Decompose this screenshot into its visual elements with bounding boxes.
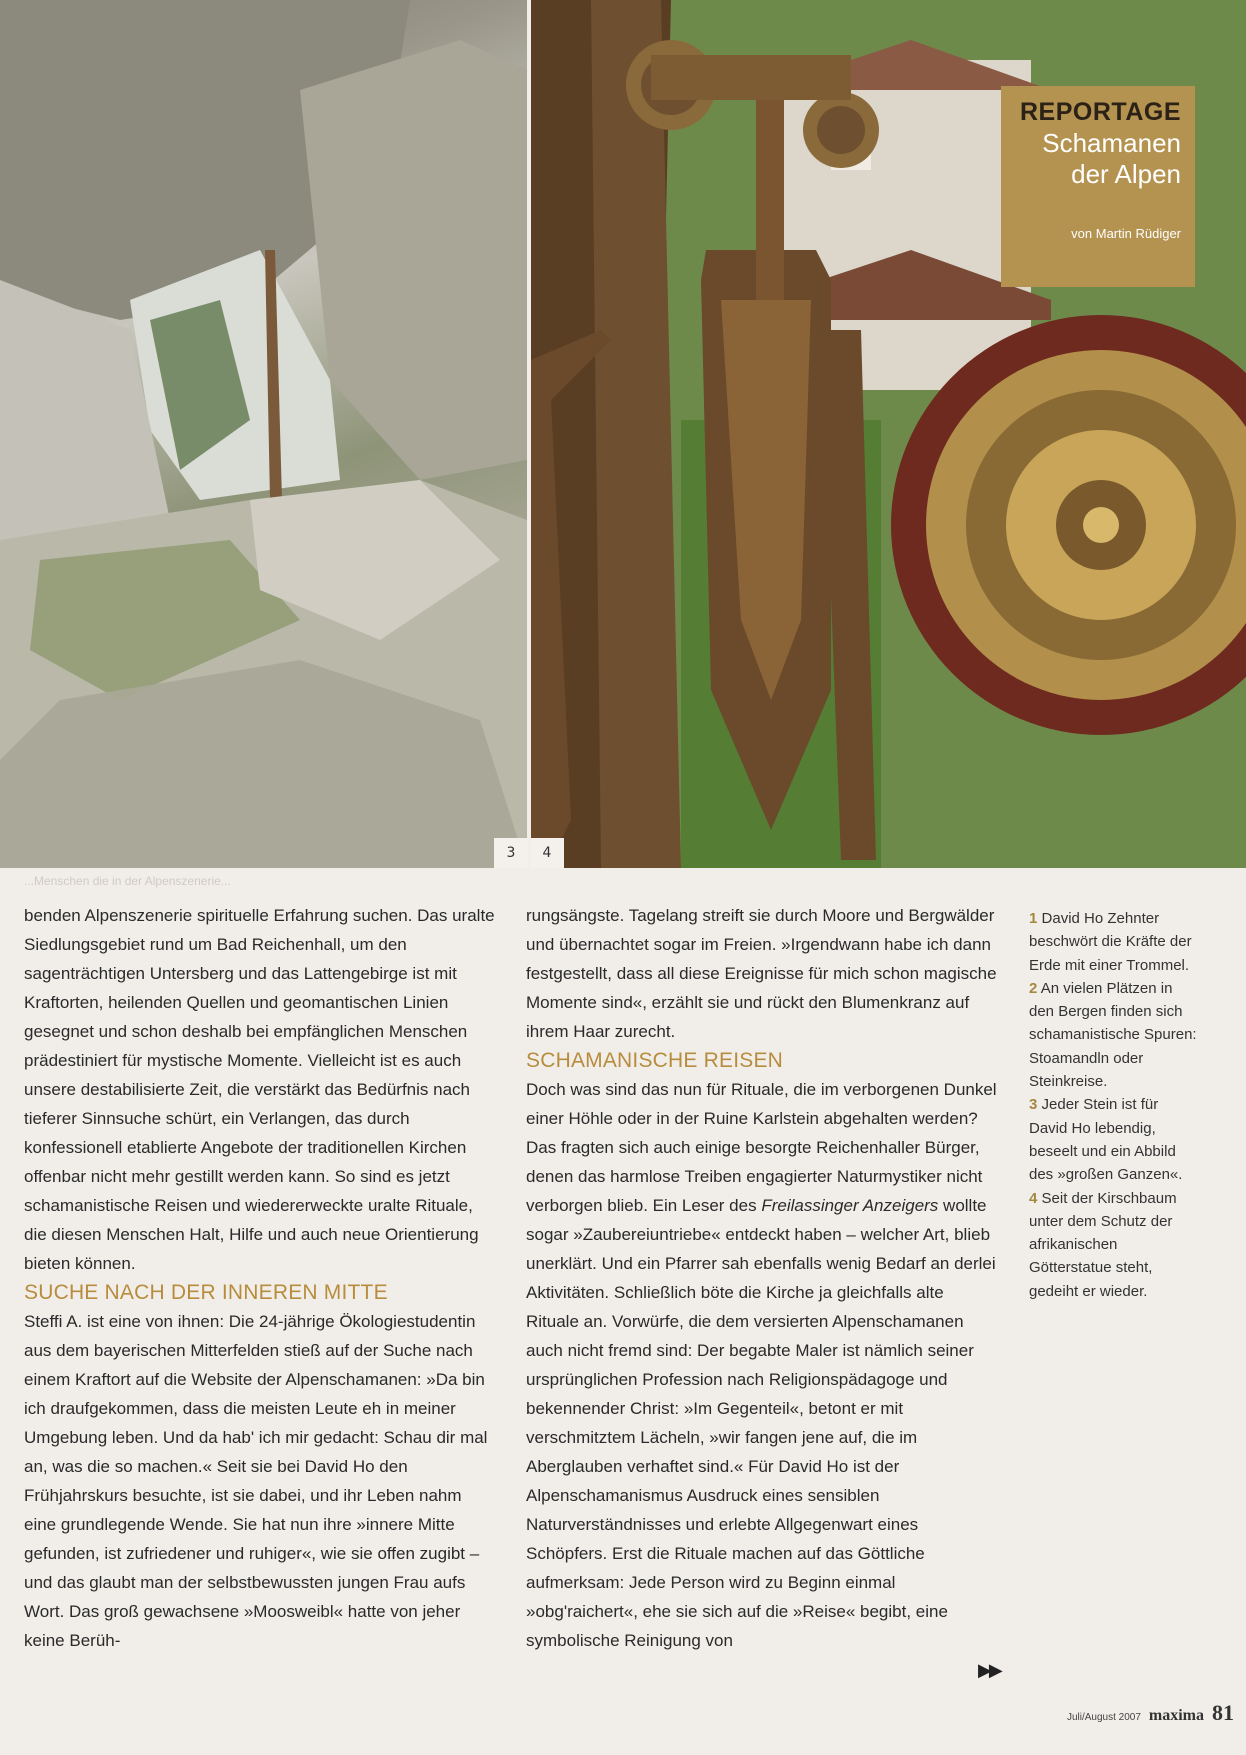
- faint-bleed-text: ...Menschen die in der Alpenszenerie...: [24, 874, 231, 888]
- text-column-1: [24, 901, 498, 1655]
- newspaper-name: Freilassinger Anzeigers: [761, 1196, 939, 1215]
- caption-number: 1: [1029, 910, 1038, 927]
- paragraph: benden Alpenszenerie spirituelle Erfahrung suchen. Das uralte Siedlungsgebiet rund um Bad Reichenhall, um den sagenträchtigen Untersberg und das Lattengebirge ist mit Kraftorten, heilenden Quellen und geomantischen Linien gesegnet und schon deshalb bei empfänglichen Menschen prädestiniert für mystische Momente. Vielleicht ist es auch unsere destabilisierte Zeit, die verstärkt das Bedürfnis nach tieferer Sinnsuche schürt, ein Verlangen, das durch konfessionell etablierte Angebote der traditionellen Kirchen offenbar nicht mehr gestillt werden kann. So sind es jetzt schamanistische Reisen und wiedererweckte uralte Rituale, die diesen Menschen Halt, Hilfe und auch neue Orientierung bieten können.: [24, 906, 495, 1273]
- caption-4: [1029, 1187, 1199, 1303]
- caption-number: 3: [1029, 1096, 1038, 1114]
- paragraph-part: wollte sogar »Zaubereiuntriebe« entdeckt haben – welcher Art, blieb unerklärt. Und ein Pfarrer sah ebenfalls wenig Bedarf an derlei Aktivitäten. Schließlich böte die Kirche ja gleichfalls alte Rituale an. Vorwürfe, die dem versierten Alpenschamanen auch nicht fremd sind: Der begabte Maler ist nämlich seiner ursprünglichen Profession nach Religionspädagoge und bekennender Christ: »Im Gegenteil«, betont er mit verschmitztem Lächeln, »wir fangen jene auf, die im Aberglauben verhaftet sind.« Für David Ho ist der Alpenschamanismus Ausdruck eines sensiblen Naturverständnisses und erlebte Allgegenwart eines Schöpfers. Erst die Rituale machen auf das Göttliche aufmerksam: Jede Person wird zu Beginn einmal »obg'raichert«, ehe sie sich auf die »Reise« begibt, eine symbolische Reinigung von: [526, 1196, 996, 1650]
- reportage-header-box: [1001, 86, 1195, 287]
- paragraph: rungsängste. Tagelang streift sie durch Moore und Bergwälder und übernachtet sogar im Freien. »Irgendwann habe ich dann festgestellt, dass all diese Ereignisse für mich schon magische Momente sind«, erzählt sie und rückt den Blumenkranz auf ihrem Haar zurecht.: [526, 906, 997, 1041]
- caption-2: [1029, 977, 1199, 1093]
- caption-text: Seit der Kirschbaum unter dem Schutz der afrikanischen Götterstatue steht, gedeiht er wieder.: [1029, 1189, 1177, 1300]
- text-column-2: [526, 901, 998, 1655]
- caption-number: 2: [1029, 979, 1038, 997]
- photo-number-4: 4: [530, 838, 564, 868]
- page-footer: [1067, 1700, 1234, 1726]
- caption-3: [1029, 1093, 1199, 1186]
- caption-text: Jeder Stein ist für David Ho lebendig, beseelt und ein Abbild des »großen Ganzen«.: [1029, 1096, 1183, 1184]
- photo-number-3: 3: [494, 838, 528, 868]
- article-title-line1: Schamanen: [1042, 128, 1181, 158]
- issue-date: Juli/August 2007: [1066, 1712, 1141, 1723]
- paragraph: Steffi A. ist eine von ihnen: Die 24-jährige Ökologiestudentin aus dem bayerischen Mitterfelden stieß auf der Suche nach einem Kraftort auf die Website der Alpenschamanen: »Da bin ich draufgekommen, dass die meisten Leute eh in meiner Umgebung leben. Und da hab' ich mir gedacht: Schau dir mal an, was die so machen.« Seit sie bei David Ho den Frühjahrskurs besuchte, ist sie dabei, und ihr Leben nahm eine grundlegende Wende. Sie hat nun ihre »innere Mitte gefunden, ist zufriedener und ruhiger«, wie sie offen zugibt – und das glaubt man der selbstbewussten jungen Frau aufs Wort. Das groß gewachsene »Moosweibl« hatte von jeher keine Berüh-: [24, 1312, 488, 1650]
- subheading: SUCHE NACH DER INNEREN MITTE: [24, 1281, 388, 1304]
- photo-rocks-tree: [0, 0, 527, 868]
- paragraph: [526, 1075, 998, 1655]
- article-author: von Martin Rüdiger: [1071, 226, 1181, 241]
- magazine-name: maxima: [1148, 1707, 1204, 1724]
- caption-number: 4: [1029, 1189, 1038, 1207]
- captions-column: [1029, 907, 1199, 1303]
- article-title: [1015, 128, 1181, 190]
- caption-text: David Ho Zehnter beschwört die Kräfte der Erde mit einer Trommel.: [1029, 910, 1192, 974]
- subheading: SCHAMANISCHE REISEN: [526, 1049, 784, 1072]
- article-title-line2: der Alpen: [1071, 159, 1181, 189]
- continue-arrow-icon: ▶▶: [978, 1660, 1000, 1681]
- caption-text: An vielen Plätzen in den Bergen finden sich schamanistische Spuren: Stoamandln oder Steinkreise.: [1029, 979, 1197, 1091]
- caption-1: [1029, 907, 1199, 977]
- reportage-kicker: REPORTAGE: [1020, 98, 1181, 126]
- page-number: 81: [1212, 1700, 1234, 1725]
- paragraph-part: Doch was sind das nun für Rituale, die im verborgenen Dunkel einer Höhle oder in der Ruine Karlstein abgehalten werden? Das fragten sich auch einige besorgte Reichenhaller Bürger, denen das harmlose Treiben engagierter Naturmystiker nicht verborgen blieb. Ein Leser des: [526, 1080, 997, 1215]
